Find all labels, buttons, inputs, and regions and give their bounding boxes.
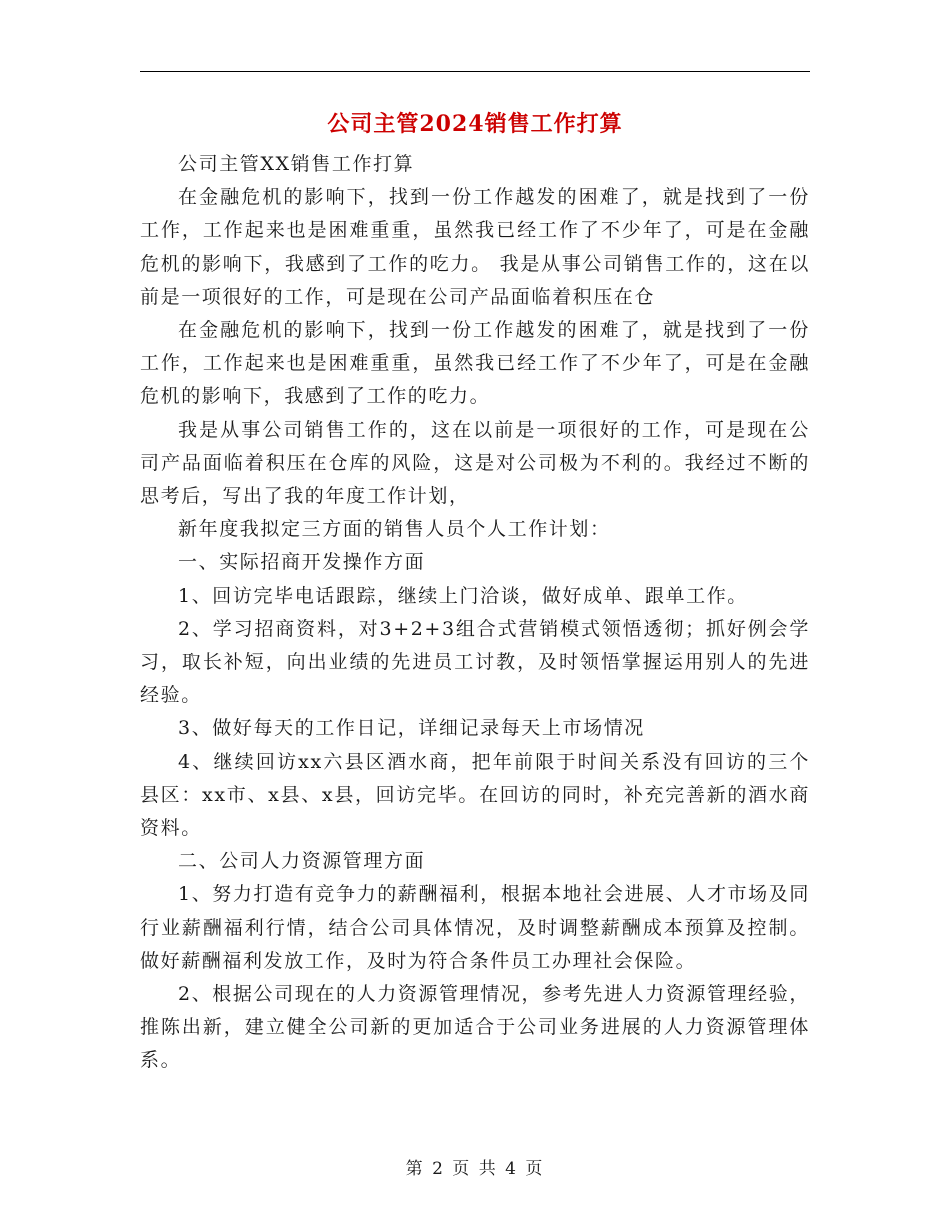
section-heading: 一、实际招商开发操作方面: [178, 551, 426, 574]
document-title: 公司主管2024销售工作打算: [327, 111, 623, 137]
paragraph-subtitle: 公司主管XX销售工作打算: [178, 153, 415, 175]
document-body: [140, 148, 810, 1078]
page-number: 第 2 页 共 4 页: [405, 1159, 545, 1179]
paragraph: 我是从事公司销售工作的，这在以前是一项很好的工作，可是现在公司产品面临着积压在仓库的风险，这是对公司极为不利的。我经过不断的思考后，写出了我的年度工作计划，: [140, 418, 810, 508]
paragraph: 在金融危机的影响下，找到一份工作越发的困难了，就是找到了一份工作，工作起来也是困难重重，虽然我已经工作了不少年了，可是在金融危机的影响下，我感到了工作的吃力。: [140, 319, 810, 408]
header-rule: [140, 71, 810, 72]
list-item: 4、继续回访xx六县区酒水商，把年前限于时间关系没有回访的三个县区：xx市、x县、x县，回访完毕。在回访的同时，补充完善新的酒水商资料。: [140, 750, 810, 840]
paragraph: 在金融危机的影响下，找到一份工作越发的困难了，就是找到了一份工作，工作起来也是困难重重，虽然我已经工作了不少年了，可是在金融危机的影响下，我感到了工作的吃力。 我是从事公司销售工作的，这在以前是一项很好的工作，可是现在公司产品面临着积压在仓: [140, 186, 810, 308]
list-item: 1、回访完毕电话跟踪，继续上门洽谈，做好成单、跟单工作。: [178, 584, 748, 607]
list-item: 2、学习招商资料，对3+2+3组合式营销模式领悟透彻；抓好例会学习，取长补短，向出业绩的先进员工讨教，及时领悟掌握运用别人的先进经验。: [140, 617, 810, 707]
list-item: 3、做好每天的工作日记，详细记录每天上市场情况: [178, 717, 645, 740]
section-heading: 二、公司人力资源管理方面: [178, 850, 426, 873]
paragraph: 新年度我拟定三方面的销售人员个人工作计划：: [178, 518, 611, 541]
list-item: 1、努力打造有竞争力的薪酬福利，根据本地社会进展、人才市场及同行业薪酬福利行情，结合公司具体情况，及时调整薪酬成本预算及控制。做好薪酬福利发放工作，及时为符合条件员工办理社会保险。: [140, 883, 810, 972]
list-item: 2、根据公司现在的人力资源管理情况，参考先进人力资源管理经验，推陈出新，建立健全公司新的更加适合于公司业务进展的人力资源管理体系。: [140, 983, 810, 1072]
